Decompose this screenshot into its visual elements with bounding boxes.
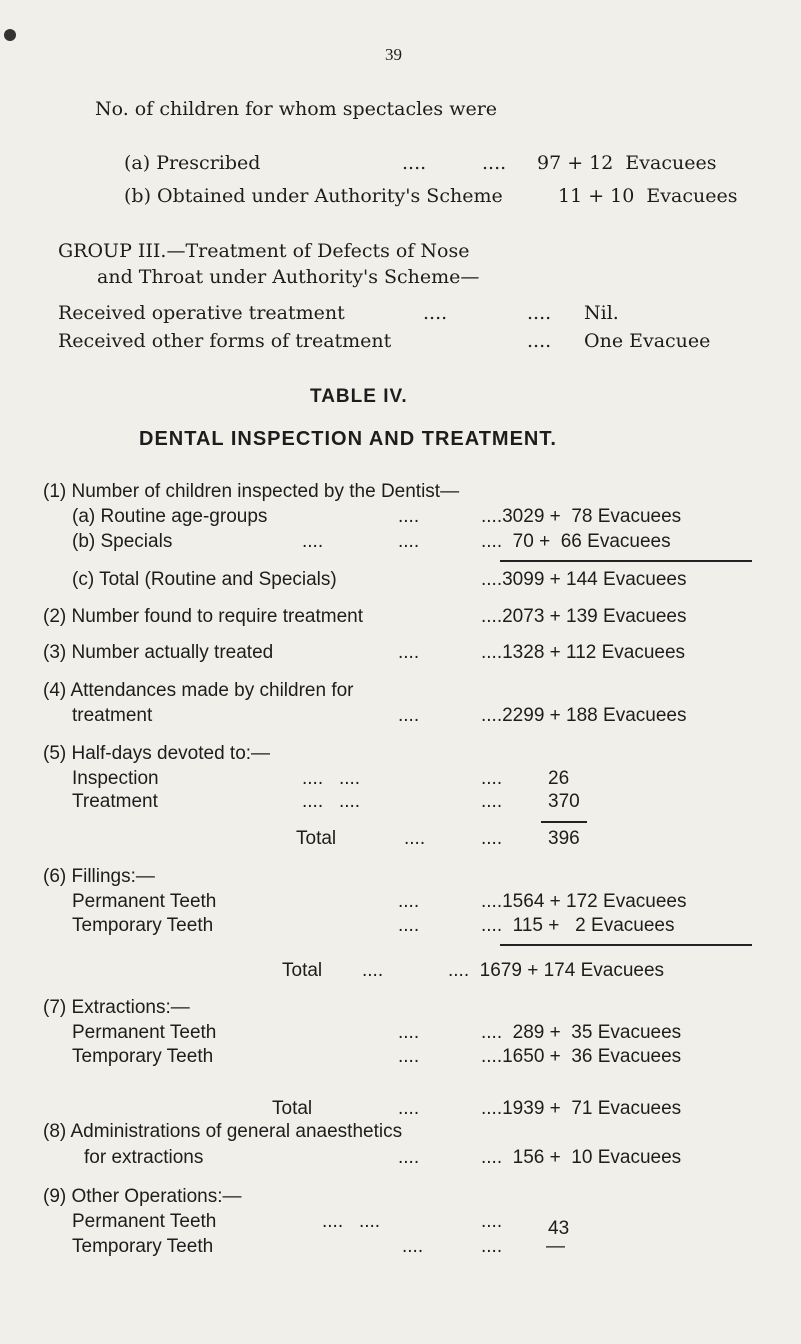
leader-dots: .... .... — [302, 791, 361, 812]
item7-temp-value: ....1650 + 36 Evacuees — [481, 1046, 682, 1067]
leader-dots: .... — [481, 828, 503, 849]
item1b-label: (b) Specials — [72, 531, 173, 552]
leader-dots: .... — [398, 1098, 420, 1119]
leader-dots: .... — [398, 1022, 420, 1043]
leader-dots: .... .... — [302, 768, 361, 789]
item3-label: (3) Number actually treated — [43, 642, 274, 663]
leader-dots: .... — [481, 768, 503, 789]
leader-dots: .... — [398, 1046, 420, 1067]
item2-label: (2) Number found to require treatment — [43, 606, 363, 627]
item6-total-label: Total — [282, 960, 323, 981]
page-number: 39 — [385, 45, 402, 64]
item2-value: ....2073 + 139 Evacuees — [481, 606, 687, 627]
leader-dots: .... — [398, 705, 420, 726]
group3-other-value: One Evacuee — [584, 330, 711, 352]
item5-treatment-label: Treatment — [72, 791, 158, 812]
item7-total-value: ....1939 + 71 Evacuees — [481, 1098, 682, 1119]
leader-dots: .... — [481, 791, 503, 812]
item5-total-value: 396 — [548, 828, 580, 849]
sum-rule — [500, 560, 752, 562]
leader-dots: .... — [398, 915, 420, 936]
item8-value: .... 156 + 10 Evacuees — [481, 1147, 682, 1168]
spectacles-obtained-value: 11 + 10 Evacuees — [558, 185, 738, 207]
leader-dots: .... — [404, 828, 426, 849]
leader-dots: .... — [398, 531, 420, 552]
item5-label: (5) Half-days devoted to:— — [43, 743, 271, 764]
leader-dots: .... — [362, 960, 384, 981]
item1c-label: (c) Total (Routine and Specials) — [72, 569, 337, 590]
item6-temp-value: .... 115 + 2 Evacuees — [481, 915, 675, 936]
item6-perm-value: ....1564 + 172 Evacuees — [481, 891, 687, 912]
item1-label: (1) Number of children inspected by the Dentist— — [43, 481, 460, 502]
leader-dots: .... — [481, 1211, 503, 1232]
item1c-value: ....3099 + 144 Evacuees — [481, 569, 687, 590]
leader-dots: .... — [398, 1147, 420, 1168]
leader-dots: .... — [527, 302, 552, 324]
leader-dots: .... — [482, 152, 507, 174]
item5-treatment-value: 370 — [548, 791, 580, 812]
leader-dots: .... — [423, 302, 448, 324]
item8-label-line1: (8) Administrations of general anaesthetics — [43, 1121, 403, 1142]
leader-dots: .... .... — [322, 1211, 381, 1232]
sum-rule — [541, 821, 587, 823]
item9-perm-label: Permanent Teeth — [72, 1211, 217, 1232]
leader-dots: .... — [527, 330, 552, 352]
leader-dots: .... — [302, 531, 324, 552]
item4-label-line2: treatment — [72, 705, 153, 726]
leader-dots: .... — [398, 891, 420, 912]
leader-dots: .... — [398, 642, 420, 663]
spectacles-prescribed-value: 97 + 12 Evacuees — [537, 152, 717, 174]
item6-label: (6) Fillings:— — [43, 866, 155, 887]
group3-heading-line2: and Throat under Authority's Scheme— — [97, 266, 480, 288]
item4-value: ....2299 + 188 Evacuees — [481, 705, 687, 726]
item7-label: (7) Extractions:— — [43, 997, 190, 1018]
group3-operative-label: Received operative treatment — [58, 302, 345, 324]
group3-other-label: Received other forms of treatment — [58, 330, 392, 352]
table-title: DENTAL INSPECTION AND TREATMENT. — [139, 428, 557, 450]
ink-mark — [4, 29, 16, 41]
leader-dots: .... — [481, 1236, 503, 1257]
item1a-label: (a) Routine age-groups — [72, 506, 268, 527]
item6-perm-label: Permanent Teeth — [72, 891, 217, 912]
item1b-value: .... 70 + 66 Evacuees — [481, 531, 671, 552]
item7-perm-value: .... 289 + 35 Evacuees — [481, 1022, 682, 1043]
item3-value: ....1328 + 112 Evacuees — [481, 642, 686, 663]
item1a-value: ....3029 + 78 Evacuees — [481, 506, 682, 527]
item6-temp-label: Temporary Teeth — [72, 915, 214, 936]
item8-label-line2: for extractions — [84, 1147, 204, 1168]
item9-label: (9) Other Operations:— — [43, 1186, 242, 1207]
spectacles-obtained-label: (b) Obtained under Authority's Scheme — [124, 185, 503, 207]
leader-dots: .... — [398, 506, 420, 527]
item7-temp-label: Temporary Teeth — [72, 1046, 214, 1067]
spectacles-heading: No. of children for whom spectacles were — [95, 98, 498, 120]
item9-perm-value: 43 — [548, 1218, 570, 1239]
item7-perm-label: Permanent Teeth — [72, 1022, 217, 1043]
item9-temp-label: Temporary Teeth — [72, 1236, 214, 1257]
item9-temp-value: — — [546, 1236, 565, 1257]
item5-inspection-label: Inspection — [72, 768, 159, 789]
table-number: TABLE IV. — [310, 386, 408, 407]
group3-operative-value: Nil. — [584, 302, 619, 324]
item7-total-label: Total — [272, 1098, 313, 1119]
group3-heading-line1: GROUP III.—Treatment of Defects of Nose — [58, 240, 470, 262]
leader-dots: .... — [402, 152, 427, 174]
item5-inspection-value: 26 — [548, 768, 570, 789]
leader-dots: .... — [402, 1236, 424, 1257]
spectacles-prescribed-label: (a) Prescribed — [124, 152, 261, 174]
item5-total-label: Total — [296, 828, 337, 849]
item6-total-value: .... 1679 + 174 Evacuees — [448, 960, 665, 981]
sum-rule — [500, 944, 752, 946]
item4-label-line1: (4) Attendances made by children for — [43, 680, 354, 701]
